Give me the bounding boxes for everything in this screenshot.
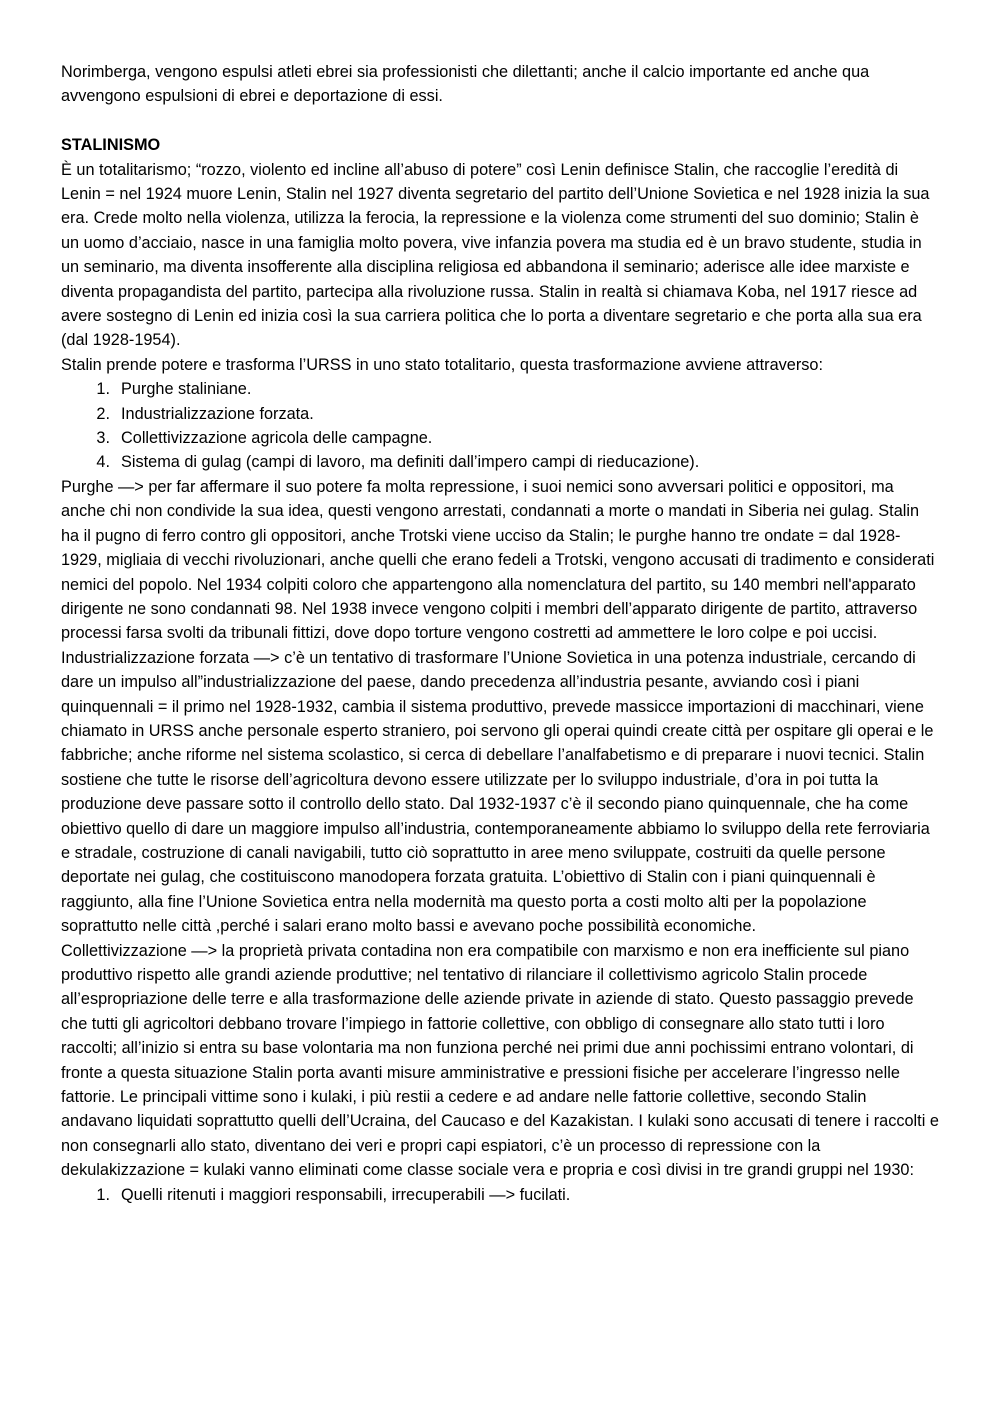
list-item (61, 426, 941, 450)
paragraph-stalin-bio: È un totalitarismo; “rozzo, violento ed incline all’abuso di potere” così Lenin definisce Stalin, che raccoglie l’eredità di Lenin = nel 1924 muore Lenin, Stalin nel 1927 diventa segretario del partito dell’Unione Sovietica e nel 1928 inizia la sua era. Crede molto nella violenza, utilizza la ferocia, la repressione e la violenza come strumenti del suo dominio; Stalin è un uomo d’acciaio, nasce in una famiglia molto povera, vive infanzia povera ma studia ed è un bravo studente, studia in un seminario, ma diventa insofferente alla disciplina religiosa ed abbandona il seminario; aderisce alle idee marxiste e diventa propagandista del partito, partecipa alla rivoluzione russa. Stalin in realtà si chiamava Koba, nel 1917 riesce ad avere sostegno di Lenin ed inizia così la sua carriera politica che lo porta a diventare segretario e che porta alla sua era (dal 1928-1954). (61, 160, 930, 350)
list-text: Quelli ritenuti i maggiori responsabili, irrecuperabili —> fucilati. (121, 1185, 571, 1204)
list-number: 2. (96, 404, 110, 423)
list-item (61, 450, 941, 474)
section-heading: STALINISMO (61, 136, 161, 155)
list-number: 1. (96, 380, 110, 399)
list-item (61, 402, 941, 426)
list-text: Sistema di gulag (campi di lavoro, ma definiti dall’impero campi di rieducazione). (121, 453, 700, 472)
numbered-list-methods (61, 377, 941, 475)
intro-paragraph: Norimberga, vengono espulsi atleti ebrei sia professionisti che dilettanti; anche il calcio importante ed anche qua avvengono espulsioni di ebrei e deportazione di essi. (61, 63, 870, 106)
list-number: 3. (96, 429, 110, 448)
list-text: Collettivizzazione agricola delle campagne. (121, 429, 433, 448)
list-number: 4. (96, 453, 110, 472)
paragraph-industrializzazione: Industrializzazione forzata —> c’è un tentativo di trasformare l’Unione Sovietica in una potenza industriale, cercando di dare un impulso all”industrializzazione del paese, dando precedenza all’industria pesante, avviando così i piani quinquennali = il primo nel 1928-1932, cambia il sistema produttivo, prevede massicce importazioni di macchinari, viene chiamato in URSS anche personale esperto straniero, poi servono gli operai quindi create città per ospitare gli operai e le fabbriche; anche riforme nel sistema scolastico, si cerca di debellare l’analfabetismo e di preparare i nuovi tecnici. Stalin sostiene che tutte le risorse dell’agricoltura devono essere utilizzate per lo sviluppo industriale, d’ora in poi tutta la produzione deve passare sotto il controllo dello stato. Dal 1932-1937 c’è il secondo piano quinquennale, che ha come obiettivo quello di dare un maggiore impulso all’industria, contemporaneamente abbiamo lo sviluppo della rete ferroviaria e stradale, costruzione di canali navigabili, tutto ciò soprattutto in aree meno sviluppate, costruiti da quelle persone deportate nei gulag, che costituiscono manodopera forzata gratuita. L’obiettivo di Stalin con i piani quinquennali è raggiunto, alla fine l’Unione Sovietica entra nella modernità ma questo porta a costi molto alti per la popolazione soprattutto nelle città ,perché i salari erano molto bassi e avevano poche possibilità economiche. (61, 648, 934, 936)
list-text: Industrializzazione forzata. (121, 404, 314, 423)
paragraph-purghe: Purghe —> per far affermare il suo potere fa molta repressione, i suoi nemici sono avversari politici e oppositori, ma anche chi non condivide la sua idea, questi vengono arrestati, condannati a morte o mandati in Siberia nei gulag. Stalin ha il pugno di ferro contro gli oppositori, anche Trotski viene ucciso da Stalin; le purghe hanno tre ondate = dal 1928-1929, migliaia di vecchi rivoluzionari, anche quelli che erano fedeli a Trotski, vengono accusati di tradimento e considerati nemici del popolo. Nel 1934 colpiti coloro che appartengono alla nomenclatura del partito, su 140 membri nell'apparato dirigente ne sono condannati 98. Nel 1938 invece vengono colpiti i membri dell’apparato dirigente de partito, attraverso processi farsa svolti da tribunali fittizi, dove dopo torture vengono costretti ad ammettere le loro colpe e poi uccisi. (61, 477, 935, 643)
paragraph-transformation: Stalin prende potere e trasforma l’URSS in uno stato totalitario, questa trasformazione avviene attraverso: (61, 355, 823, 374)
list-number: 1. (96, 1185, 110, 1204)
list-text: Purghe staliniane. (121, 380, 252, 399)
paragraph-collettivizzazione: Collettivizzazione —> la proprietà privata contadina non era compatibile con marxismo e non era inefficiente sul piano produttivo rispetto alle grandi aziende produttive; nel tentativo di rilanciare il collettivismo agricolo Stalin procede all’espropriazione delle terre e alla trasformazione delle aziende private in aziende di stato. Questo passaggio prevede che tutti gli agricoltori debbano trovare l’impiego in fattorie collettive, con obbligo di consegnare allo stato tutti i loro raccolti; all’inizio si entra su base volontaria ma non funziona perché nei primi due anni pochissimi entrano volontari, di fronte a questa situazione Stalin porta avanti misure amministrative e pressioni fisiche per accelerare l’ingresso nelle fattorie. Le principali vittime sono i kulaki, i più restii a cedere e ad andare nelle fattorie collettive, secondo Stalin andavano liquidati soprattutto quelli dell’Ucraina, del Caucaso e del Kazakistan. I kulaki sono accusati di tenere i raccolti e non consegnarli allo stato, diventano dei veri e propri capi espiatori, c’è un processo di repressione con la dekulakizzazione = kulaki vanno eliminati come classe sociale vera e propria e così divisi in tre grandi gruppi nel 1930: (61, 941, 939, 1180)
paragraph-gap (61, 109, 941, 133)
numbered-list-kulaki (61, 1183, 941, 1207)
document-page (61, 60, 941, 1207)
list-item (61, 1183, 941, 1207)
list-item (61, 377, 941, 401)
